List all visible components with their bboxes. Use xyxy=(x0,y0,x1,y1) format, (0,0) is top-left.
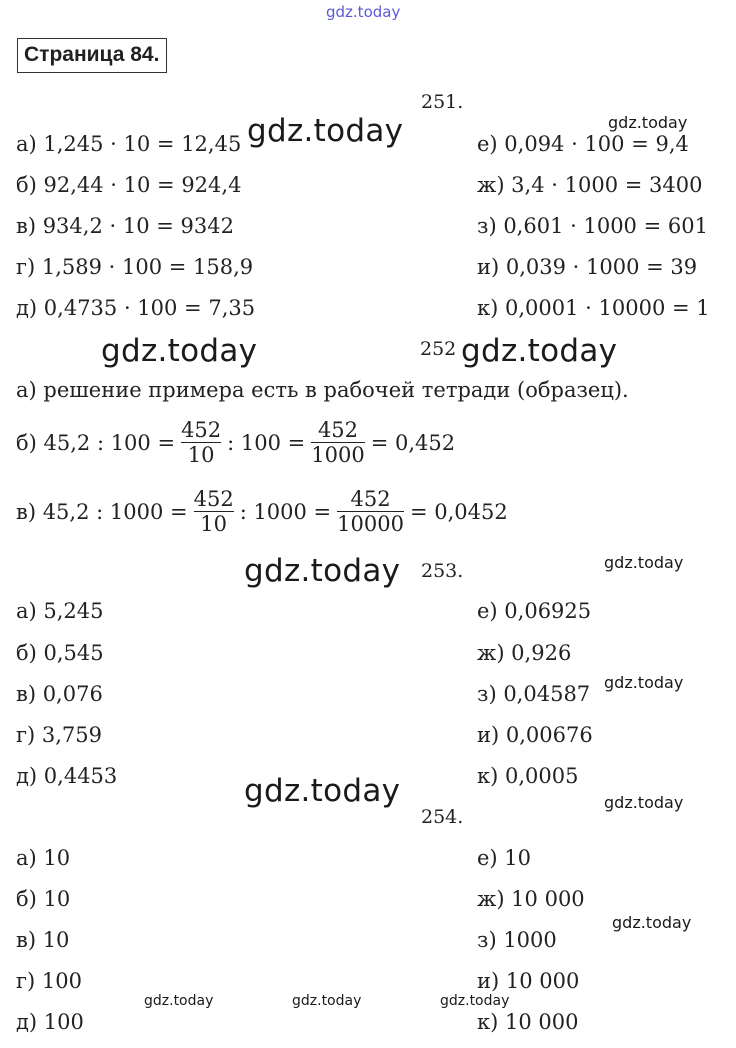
task-251-item-d: д) 0,4735 · 100 = 7,35 xyxy=(16,296,256,320)
task-254-number: 254. xyxy=(421,806,464,828)
watermark: gdz.today xyxy=(608,113,688,132)
expr-result: = 0,452 xyxy=(370,430,456,455)
task-251-item-zh: ж) 3,4 · 1000 = 3400 xyxy=(477,173,703,197)
task-252-number: 252 xyxy=(420,338,457,360)
task-253-item-v: в) 0,076 xyxy=(16,682,103,706)
expr-middle: : 1000 = xyxy=(239,499,332,524)
task-254-item-g: г) 100 xyxy=(16,969,82,993)
expr-result: = 0,0452 xyxy=(409,499,508,524)
watermark-top: gdz.today xyxy=(326,3,401,21)
expr-prefix: б) 45,2 : 100 = xyxy=(16,430,176,455)
task-251-item-b: б) 92,44 · 10 = 924,4 xyxy=(16,173,242,197)
watermark: gdz.today xyxy=(144,993,214,1009)
task-254-item-b: б) 10 xyxy=(16,887,71,911)
task-254-item-i: и) 10 000 xyxy=(477,969,580,993)
task-253-item-zh: ж) 0,926 xyxy=(477,641,572,665)
task-254-item-e: е) 10 xyxy=(477,846,532,870)
task-251-item-v: в) 934,2 · 10 = 9342 xyxy=(16,214,234,238)
task-253-item-e: е) 0,06925 xyxy=(477,599,592,623)
task-251-item-z: з) 0,601 · 1000 = 601 xyxy=(477,214,708,238)
watermark: gdz.today xyxy=(612,913,692,932)
task-253-item-z: з) 0,04587 xyxy=(477,682,591,706)
fraction xyxy=(194,487,234,536)
watermark: gdz.today xyxy=(604,553,684,572)
task-254-item-v: в) 10 xyxy=(16,928,70,952)
fraction-numerator: 452 xyxy=(350,487,391,511)
watermark: gdz.today xyxy=(440,993,510,1009)
task-253-item-b: б) 0,545 xyxy=(16,641,104,665)
fraction-numerator: 452 xyxy=(317,418,359,442)
expr-prefix: в) 45,2 : 1000 = xyxy=(16,499,188,524)
watermark: gdz.today xyxy=(101,333,258,369)
expr-middle: : 100 = xyxy=(227,430,306,455)
task-253-item-a: а) 5,245 xyxy=(16,599,104,623)
fraction-denominator: 10000 xyxy=(337,512,404,536)
watermark: gdz.today xyxy=(604,793,684,812)
task-254-item-k: к) 10 000 xyxy=(477,1010,579,1034)
watermark: gdz.today xyxy=(244,553,401,589)
task-254-item-d: д) 100 xyxy=(16,1010,84,1034)
task-253-number: 253. xyxy=(421,560,464,582)
fraction xyxy=(337,487,404,536)
watermark: gdz.today xyxy=(461,333,618,369)
task-252-item-a: а) решение примера есть в рабочей тетради (образец). xyxy=(16,378,629,402)
task-251-item-e: е) 0,094 · 100 = 9,4 xyxy=(477,132,689,156)
task-251-item-a: а) 1,245 · 10 = 12,45 xyxy=(16,132,242,156)
fraction-denominator: 1000 xyxy=(311,443,365,467)
page-header: Страница 84. xyxy=(17,38,167,73)
fraction-denominator: 10 xyxy=(200,512,227,536)
fraction-denominator: 10 xyxy=(187,443,215,467)
fraction-numerator: 452 xyxy=(193,487,234,511)
task-252-item-v xyxy=(16,487,508,536)
task-253-item-i: и) 0,00676 xyxy=(477,723,593,747)
task-254-item-a: а) 10 xyxy=(16,846,71,870)
task-254-item-zh: ж) 10 000 xyxy=(477,887,585,911)
watermark: gdz.today xyxy=(604,673,684,692)
fraction xyxy=(311,418,364,467)
fraction xyxy=(181,418,221,467)
task-251-item-i: и) 0,039 · 1000 = 39 xyxy=(477,255,698,279)
fraction-numerator: 452 xyxy=(181,418,222,442)
task-254-item-z: з) 1000 xyxy=(477,928,557,952)
watermark: gdz.today xyxy=(247,113,404,149)
task-253-item-k: к) 0,0005 xyxy=(477,764,579,788)
task-251-number: 251. xyxy=(421,91,464,113)
task-253-item-d: д) 0,4453 xyxy=(16,764,118,788)
task-252-item-b xyxy=(16,418,455,467)
watermark: gdz.today xyxy=(244,773,401,809)
watermark: gdz.today xyxy=(292,993,362,1009)
task-251-item-k: к) 0,0001 · 10000 = 1 xyxy=(477,296,710,320)
task-251-item-g: г) 1,589 · 100 = 158,9 xyxy=(16,255,254,279)
task-253-item-g: г) 3,759 xyxy=(16,723,102,747)
